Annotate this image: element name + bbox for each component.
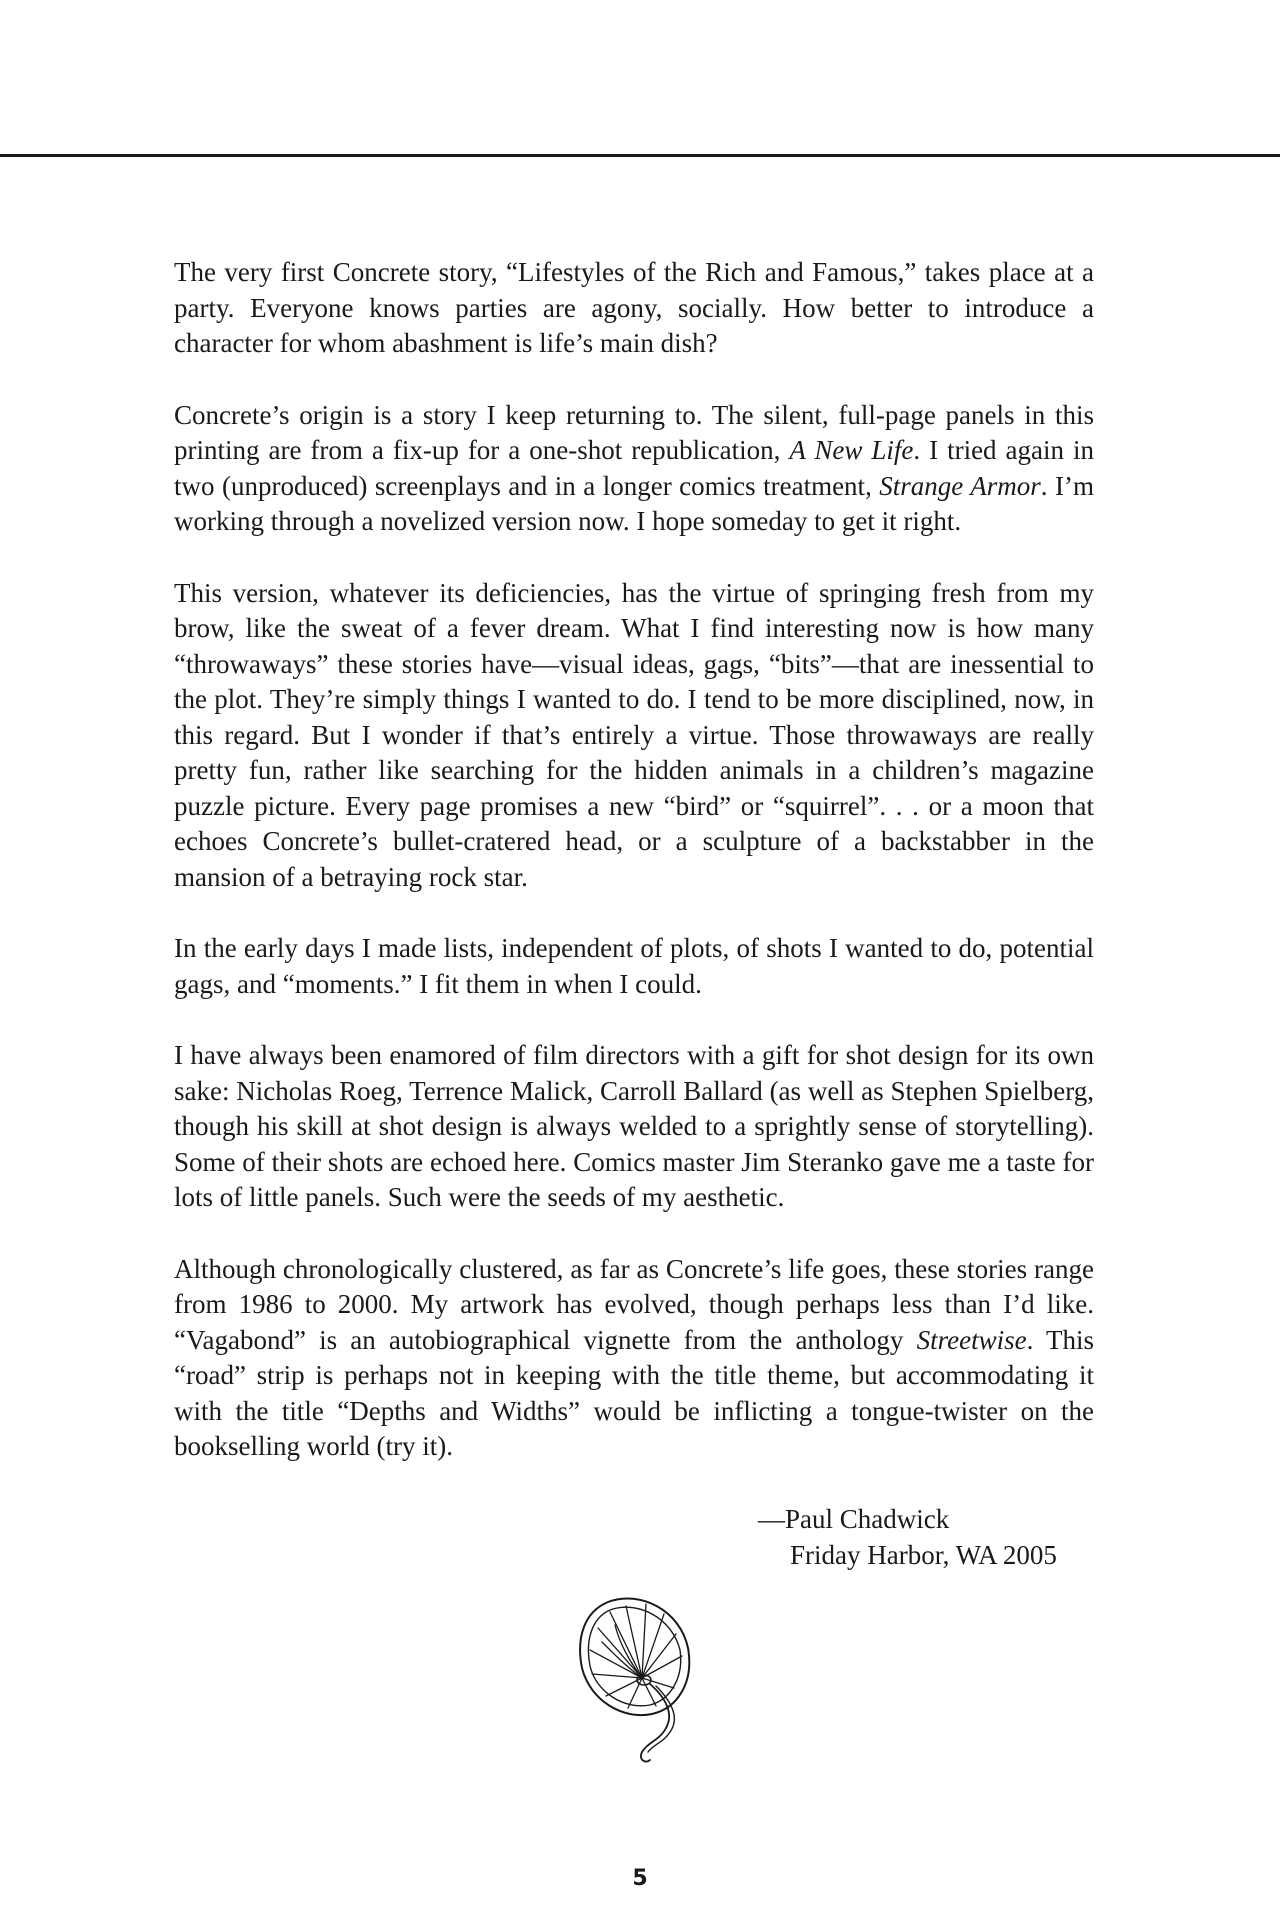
paragraph-2: Concrete’s origin is a story I keep returning to. The silent, full-page panels in this printing are from a fix-up for a one-shot republication, A New Life. I tried again in two (unproduced) screenplays and in a longer comics treatment, Strange Armor. I’m working through a novelized version now. I hope someday to get it right. — [174, 399, 1095, 536]
title-a-new-life: A New Life — [789, 435, 914, 465]
paragraph-5: I have always been enamored of film directors with a gift for shot design for its own sake: Nicholas Roeg, Terrence Malick, Carroll Ballard (as well as Stephen Spielberg, though his skill at shot design is always welded to a sprightly sense of storytelling). Some of their shots are echoed here. Comics master Jim Steranko gave me a taste for lots of little panels. Such were the seeds of my aesthetic. — [174, 1040, 1094, 1212]
signature — [758, 1502, 1057, 1573]
page-number: 5 — [632, 1866, 648, 1891]
paragraph-4: In the early days I made lists, independent of plots, of shots I wanted to do, potential gags, and “moments.” I fit them in when I could. — [174, 933, 1094, 999]
mushroom-ornament-icon — [570, 1590, 710, 1765]
essay-body — [174, 255, 1094, 1501]
signature-place-date: Friday Harbor, WA 2005 — [790, 1539, 1057, 1570]
title-streetwise: Streetwise — [916, 1324, 1027, 1355]
paragraph-1: The very first Concrete story, “Lifestyles of the Rich and Famous,” takes place at a party. Everyone knows parties are agony, socially. How better to introduce a character for whom abashment is life’s main dish? — [174, 257, 1094, 358]
title-strange-armor: Strange Armor — [879, 470, 1041, 501]
top-rule — [0, 154, 1280, 157]
signature-author: —Paul Chadwick — [758, 1504, 950, 1534]
paragraph-3: This version, whatever its deficiencies, has the virtue of springing fresh from my brow, like the sweat of a fever dream. What I find interesting now is how many “throwaways” these stories have—visual ideas, gags, “bits”—that are inessential to the plot. They’re simply things I wanted to do. I tend to be more disciplined, now, in this regard. But I wonder if that’s entirely a virtue. Those throwaways are really pretty fun, rather like searching for the hidden animals in a children’s magazine puzzle picture. Every page promises a new “bird” or “squirrel”. . . or a moon that echoes Concrete’s bullet-cratered head, or a sculpture of a backstabber in the mansion of a betraying rock star. — [174, 577, 1094, 892]
paragraph-6: Although chronologically clustered, as far as Concrete’s life goes, these stories range from 1986 to 2000. My artwork has evolved, though perhaps less than I’d like. “Vagabond” is an autobiographical vignette from the anthology Streetwise. This “road” strip is perhaps not in keeping with the title theme, but accommodating it with the title “Depths and Widths” would be inflicting a tongue-twister on the bookselling world (try it). — [174, 1253, 1095, 1461]
